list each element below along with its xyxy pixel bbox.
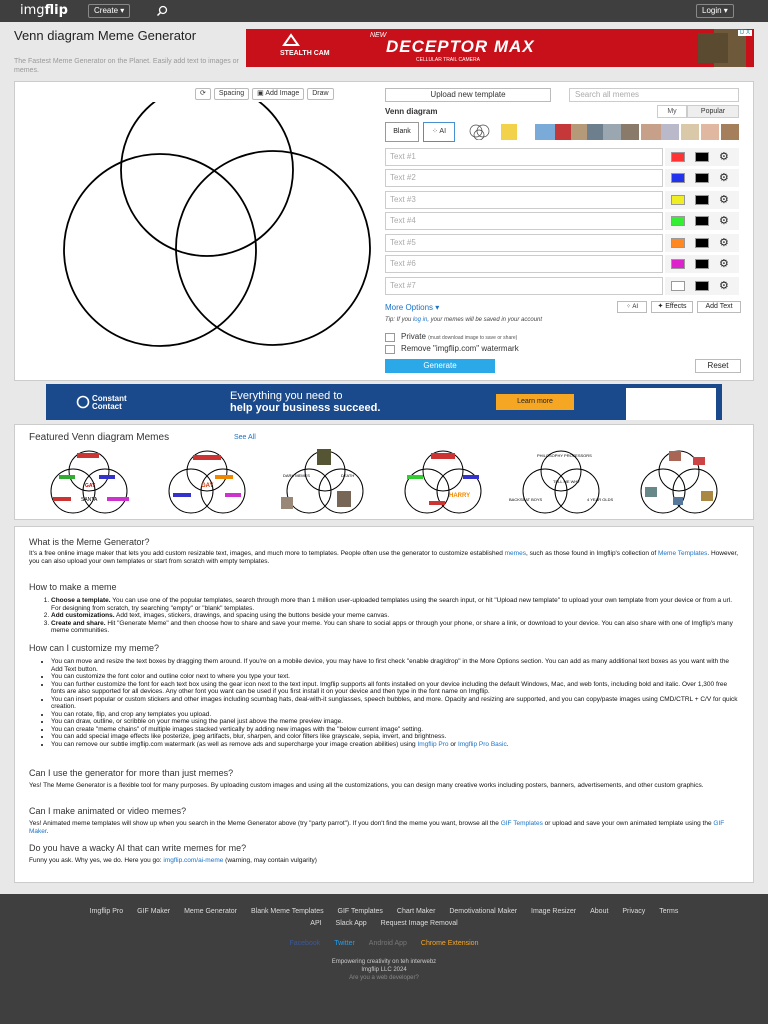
thumb-label: DEATH	[341, 473, 355, 478]
ad-choices-icon[interactable]: D X	[739, 30, 750, 36]
outline-color-swatch[interactable]	[695, 259, 709, 269]
twitter-link[interactable]: Twitter	[334, 940, 355, 947]
imgflip-pro-basic-link[interactable]: Imgflip Pro Basic	[457, 740, 507, 748]
list-item: • You can move and resize the text boxes by dragging them around. If you're on a mobile device, you may have to first check "enable drag/drop" in the More Options section. You can add as many additional text boxes as you want with the Add Text button.	[51, 658, 741, 673]
template-thumb[interactable]	[621, 124, 639, 140]
list-item: • You can add special image effects like posterize, jpeg artifacts, blur, sharpen, and color filters like grayscale, sepia, invert, and brightness.	[51, 733, 741, 741]
outline-color-swatch[interactable]	[695, 216, 709, 226]
gear-icon[interactable]: ⚙	[719, 172, 729, 184]
list-item: • You can draw, outline, or scribble on your meme using the panel just above the meme preview image.	[51, 718, 741, 726]
gif-maker-link[interactable]: GIF Maker	[29, 820, 725, 835]
template-thumb[interactable]	[555, 124, 571, 140]
login-button[interactable]: Login ▾	[696, 4, 734, 18]
ai-sparkle-icon: ⁘	[625, 304, 631, 310]
footer	[0, 894, 768, 1024]
template-thumb[interactable]	[721, 124, 739, 140]
template-thumb[interactable]	[661, 124, 679, 140]
list-item: • You can rotate, flip, and crop any templates you upload.	[51, 711, 741, 719]
add-text-button[interactable]: Add Text	[697, 301, 741, 313]
font-color-swatch[interactable]	[671, 238, 685, 248]
venn-circle-left	[64, 154, 256, 346]
info-article	[14, 526, 754, 883]
template-thumb[interactable]	[701, 124, 719, 140]
android-app-link[interactable]: Android App	[368, 940, 407, 947]
text-row	[385, 191, 739, 209]
image-icon: ▣	[257, 90, 264, 97]
list-item: • You can create "meme chains" of multiple images stacked vertically by adding new images with the "below current image" setting.	[51, 726, 741, 734]
ai-sparkle-icon: ⁘	[431, 128, 438, 135]
font-color-swatch[interactable]	[671, 152, 685, 162]
ai-template-button[interactable]: ⁘ AI	[423, 122, 455, 142]
list-item: 1. Choose a template. You can use one of the popular templates, search through more than 1 million user-uploaded templates using the search input, or hit "Upload new template" to upload your own template from your device or from a url. For designing from scratch, try searching "empty" or "blank" templates.	[51, 597, 741, 612]
thumb-label: TELL ME WHY	[553, 479, 580, 484]
reset-button[interactable]: Reset	[695, 359, 741, 373]
ad-tagline: CELLULAR TRAIL CAMERA	[416, 57, 480, 63]
featured-meme-thumb[interactable]	[33, 447, 145, 517]
outline-color-swatch[interactable]	[695, 173, 709, 183]
font-color-swatch[interactable]	[671, 259, 685, 269]
chrome-extension-link[interactable]: Chrome Extension	[420, 940, 479, 947]
heading-more: Can I use the generator for more than just memes?	[29, 768, 234, 778]
remove-watermark-label: Remove "imgflip.com" watermark	[401, 344, 519, 353]
thumb-label: 4 YEAR OLDS	[587, 497, 614, 502]
footer-bottom	[0, 958, 768, 982]
footer-link[interactable]: Chart Maker	[396, 908, 436, 915]
ad-screenshot-image	[626, 388, 716, 420]
blank-template-button[interactable]: Blank	[385, 122, 419, 142]
paragraph-ai: Funny you ask. Why yes, we do. Here you go: imgflip.com/ai-meme (warning, may contain vulgarity)	[29, 857, 317, 864]
thumb-label: GAY	[201, 483, 214, 489]
learn-more-button[interactable]: Learn more	[496, 394, 574, 410]
font-color-swatch[interactable]	[671, 173, 685, 183]
more-options-link[interactable]: More Options ▾	[385, 303, 440, 312]
gear-icon[interactable]: ⚙	[719, 237, 729, 249]
featured-meme-thumb[interactable]	[269, 447, 381, 517]
outline-color-swatch[interactable]	[695, 152, 709, 162]
gear-icon[interactable]: ⚙	[719, 280, 729, 292]
venn-diagram-canvas[interactable]	[15, 102, 385, 382]
text-row	[385, 212, 739, 230]
text-input[interactable]: Text #6	[385, 255, 663, 273]
outline-color-swatch[interactable]	[695, 195, 709, 205]
list-item: • You can customize the font color and outline color next to where you type your text.	[51, 673, 741, 681]
venn-circle-top	[121, 102, 293, 256]
venn-circle-right	[176, 151, 370, 345]
outline-color-swatch[interactable]	[695, 238, 709, 248]
ad-line-1: Everything you need to	[230, 390, 343, 402]
search-memes-input[interactable]: Search all memes	[569, 88, 739, 102]
ad-brand: STEALTH CAM	[280, 50, 330, 57]
template-thumb[interactable]	[681, 124, 699, 140]
featured-title: Featured Venn diagram Memes	[29, 432, 170, 443]
gear-icon[interactable]: ⚙	[719, 215, 729, 227]
template-thumb[interactable]	[587, 124, 603, 140]
footer-copyright: Imgflip LLC 2024	[361, 967, 407, 973]
font-color-swatch[interactable]	[671, 216, 685, 226]
outline-color-swatch[interactable]	[695, 281, 709, 291]
featured-meme-thumb[interactable]	[623, 447, 735, 517]
search-icon[interactable]	[156, 5, 168, 17]
template-thumb[interactable]	[463, 124, 497, 140]
private-label: Private (must download image to save or share)	[401, 332, 518, 341]
see-all-link[interactable]: See All	[234, 434, 256, 441]
footer-links	[0, 906, 768, 930]
heading-how: How to make a meme	[29, 582, 117, 592]
template-name: Venn diagram	[385, 107, 438, 116]
list-item: • You can further customize the font for each text box using the gear icon next to the text input. Imgflip supports all fonts installed on your device including the default Windows, Mac, and web fonts, including bold and italic. Over 1,300 free fonts are also supported for all devices. Any other font you want can be used if you first install it on your device and then type in the font name on Imgflip.	[51, 681, 741, 696]
list-item: • You can insert popular or custom stickers and other images including scumbag hats, deal-with-it sunglasses, speech bubbles, and more. Opacity and resizing are supported, and you can copy/paste images using CMD/CTRL + C/V for quick creation.	[51, 696, 741, 711]
list-item: • You can remove our subtle imgflip.com watermark (as well as remove ads and supercharge your image creation abilities) using Imgflip Pro or Imgflip Pro Basic.	[51, 741, 741, 749]
template-thumb[interactable]	[603, 124, 621, 140]
ai-meme-link[interactable]: imgflip.com/ai-meme	[163, 857, 224, 864]
ad-headline: DECEPTOR MAX	[386, 37, 535, 56]
paragraph-animated: Yes! Animated meme templates will show up when you search in the Meme Generator above (try "party parrot"). If you don't find the meme you want, browse all the GIF Templates or upload and save your own animated template using the GIF Maker.	[29, 820, 725, 835]
effects-button[interactable]: ✦ Effects	[651, 301, 693, 313]
heading-what: What is the Meme Generator?	[29, 537, 150, 547]
footer-link[interactable]: Image Resizer	[531, 908, 577, 915]
heading-ai: Do you have a wacky AI that can write memes for me?	[29, 843, 247, 853]
imgflip-logo[interactable]: imgflip	[20, 3, 68, 18]
paragraph-more: Yes! The Meme Generator is a flexible tool for many purposes. By uploading custom images and using all the customizations, you can design many creative works including posters, banners, advertisements, and other custom graphics.	[29, 782, 704, 789]
gif-templates-link[interactable]: GIF Templates	[500, 820, 543, 827]
generate-button[interactable]: Generate	[385, 359, 495, 373]
thumb-label: DARK MEMES	[283, 473, 310, 478]
how-steps-list	[51, 597, 741, 635]
stealth-cam-logo	[282, 33, 300, 49]
canvas-toolbar	[195, 88, 334, 100]
create-button[interactable]: Create ▾	[88, 4, 130, 18]
text-input[interactable]: Text #4	[385, 212, 663, 230]
social-links	[0, 940, 768, 947]
thumb-label: SANTA	[81, 497, 98, 503]
footer-link[interactable]: Imgflip Pro	[89, 908, 124, 915]
remove-watermark-checkbox[interactable]	[385, 345, 395, 354]
ai-text-button[interactable]: ⁘ AI	[617, 301, 647, 313]
spacing-button[interactable]: Spacing	[214, 88, 249, 100]
template-thumb[interactable]	[571, 124, 587, 140]
paragraph-what: It's a free online image maker that lets you add custom resizable text, images, and much more to templates. People often use the generator to customize established memes, such as those found in Imgflip's collection of Meme Templates. However, you can also upload your own templates or start from scratch with empty templates.	[29, 550, 739, 565]
featured-meme-thumb[interactable]	[151, 447, 263, 517]
text-input[interactable]: Text #2	[385, 169, 663, 187]
text-input[interactable]: Text #1	[385, 148, 663, 166]
ad-brand: Constant Contact	[92, 394, 127, 411]
rotate-button[interactable]: ⟳	[195, 88, 211, 100]
footer-link[interactable]: API	[310, 920, 322, 927]
text-row	[385, 169, 739, 187]
featured-memes-section	[14, 424, 754, 520]
text-row	[385, 255, 739, 273]
imgflip-pro-link[interactable]: Imgflip Pro	[417, 740, 449, 748]
gear-icon[interactable]: ⚙	[719, 258, 729, 270]
footer-link[interactable]: Demotivational Maker	[449, 908, 518, 915]
footer-link[interactable]: Blank Meme Templates	[250, 908, 324, 915]
draw-button[interactable]: Draw	[307, 88, 333, 100]
footer-link[interactable]: About	[590, 908, 609, 915]
footer-link[interactable]: Meme Generator	[184, 908, 238, 915]
private-checkbox[interactable]	[385, 333, 395, 342]
camera-product-image	[698, 33, 728, 63]
controls-panel	[385, 82, 755, 382]
tab-my[interactable]: My	[657, 105, 687, 118]
footer-link[interactable]: Privacy	[622, 908, 646, 915]
text-input[interactable]: Text #5	[385, 234, 663, 252]
footer-link[interactable]: GIF Maker	[137, 908, 171, 915]
footer-tagline: Empowering creativity on teh interwebz	[331, 959, 437, 965]
constant-contact-logo	[76, 395, 90, 409]
template-thumb[interactable]	[641, 124, 661, 140]
ad-new-tag: NEW	[370, 32, 387, 39]
template-thumb[interactable]	[501, 124, 517, 140]
page-subtitle: The Fastest Meme Generator on the Planet. Easily add text to images or memes.	[14, 58, 239, 74]
featured-meme-thumb[interactable]	[505, 447, 617, 517]
web-developer-link[interactable]: Are you a web developer?	[349, 975, 419, 981]
heading-customize: How can I customize my meme?	[29, 643, 160, 653]
template-thumb[interactable]	[535, 124, 555, 140]
list-item: 3. Create and share. Hit "Generate Meme" and then choose how to share and save your meme. You can share to social apps or through your phone, or share a link, or download to your device. You can also share with one of Imgflip's many meme communities.	[51, 620, 741, 635]
footer-link[interactable]: Request Image Removal	[380, 920, 458, 927]
upload-template-button[interactable]: Upload new template	[385, 88, 551, 102]
login-tip: Tip: If you log in, your memes will be saved in your account	[385, 317, 543, 323]
gear-icon[interactable]: ⚙	[719, 151, 729, 163]
effects-icon: ✦	[657, 303, 664, 310]
add-image-button[interactable]: ▣ Add Image	[252, 88, 304, 100]
facebook-link[interactable]: Facebook	[289, 940, 321, 947]
list-item: 2. Add customizations. Add text, images, stickers, drawings, and spacing using the buttons beside your meme canvas.	[51, 612, 741, 620]
page-title: Venn diagram Meme Generator	[14, 28, 197, 43]
ad-line-2: help your business succeed.	[230, 402, 381, 414]
thumb-label: GAY	[85, 483, 96, 489]
thumb-label: HARRY	[449, 493, 471, 499]
footer-link[interactable]: Slack App	[335, 920, 367, 927]
thumb-label: PHILOSOPHY PROFESSORS	[537, 453, 592, 458]
featured-meme-thumb[interactable]	[387, 447, 499, 517]
text-input[interactable]: Text #3	[385, 191, 663, 209]
font-color-swatch[interactable]	[671, 281, 685, 291]
template-thumbnails	[385, 122, 739, 142]
footer-link[interactable]: GIF Templates	[337, 908, 383, 915]
login-link[interactable]: log in	[412, 317, 428, 323]
text-row	[385, 277, 739, 295]
tab-popular[interactable]: Popular	[687, 105, 739, 118]
footer-link[interactable]: Terms	[659, 908, 679, 915]
top-ad-banner[interactable]	[246, 29, 754, 67]
gear-icon[interactable]: ⚙	[719, 194, 729, 206]
text-row	[385, 148, 739, 166]
memes-link[interactable]: memes	[504, 550, 526, 557]
customize-list	[51, 658, 741, 748]
meme-generator-panel	[14, 81, 754, 381]
meme-templates-link[interactable]: Meme Templates	[658, 550, 708, 557]
font-color-swatch[interactable]	[671, 195, 685, 205]
heading-animated: Can I make animated or video memes?	[29, 806, 187, 816]
mid-ad-banner[interactable]	[46, 384, 722, 420]
text-input[interactable]: Text #7	[385, 277, 663, 295]
text-row	[385, 234, 739, 252]
top-nav	[0, 0, 768, 22]
thumb-label: BACKSEAT BOYS	[509, 497, 543, 502]
